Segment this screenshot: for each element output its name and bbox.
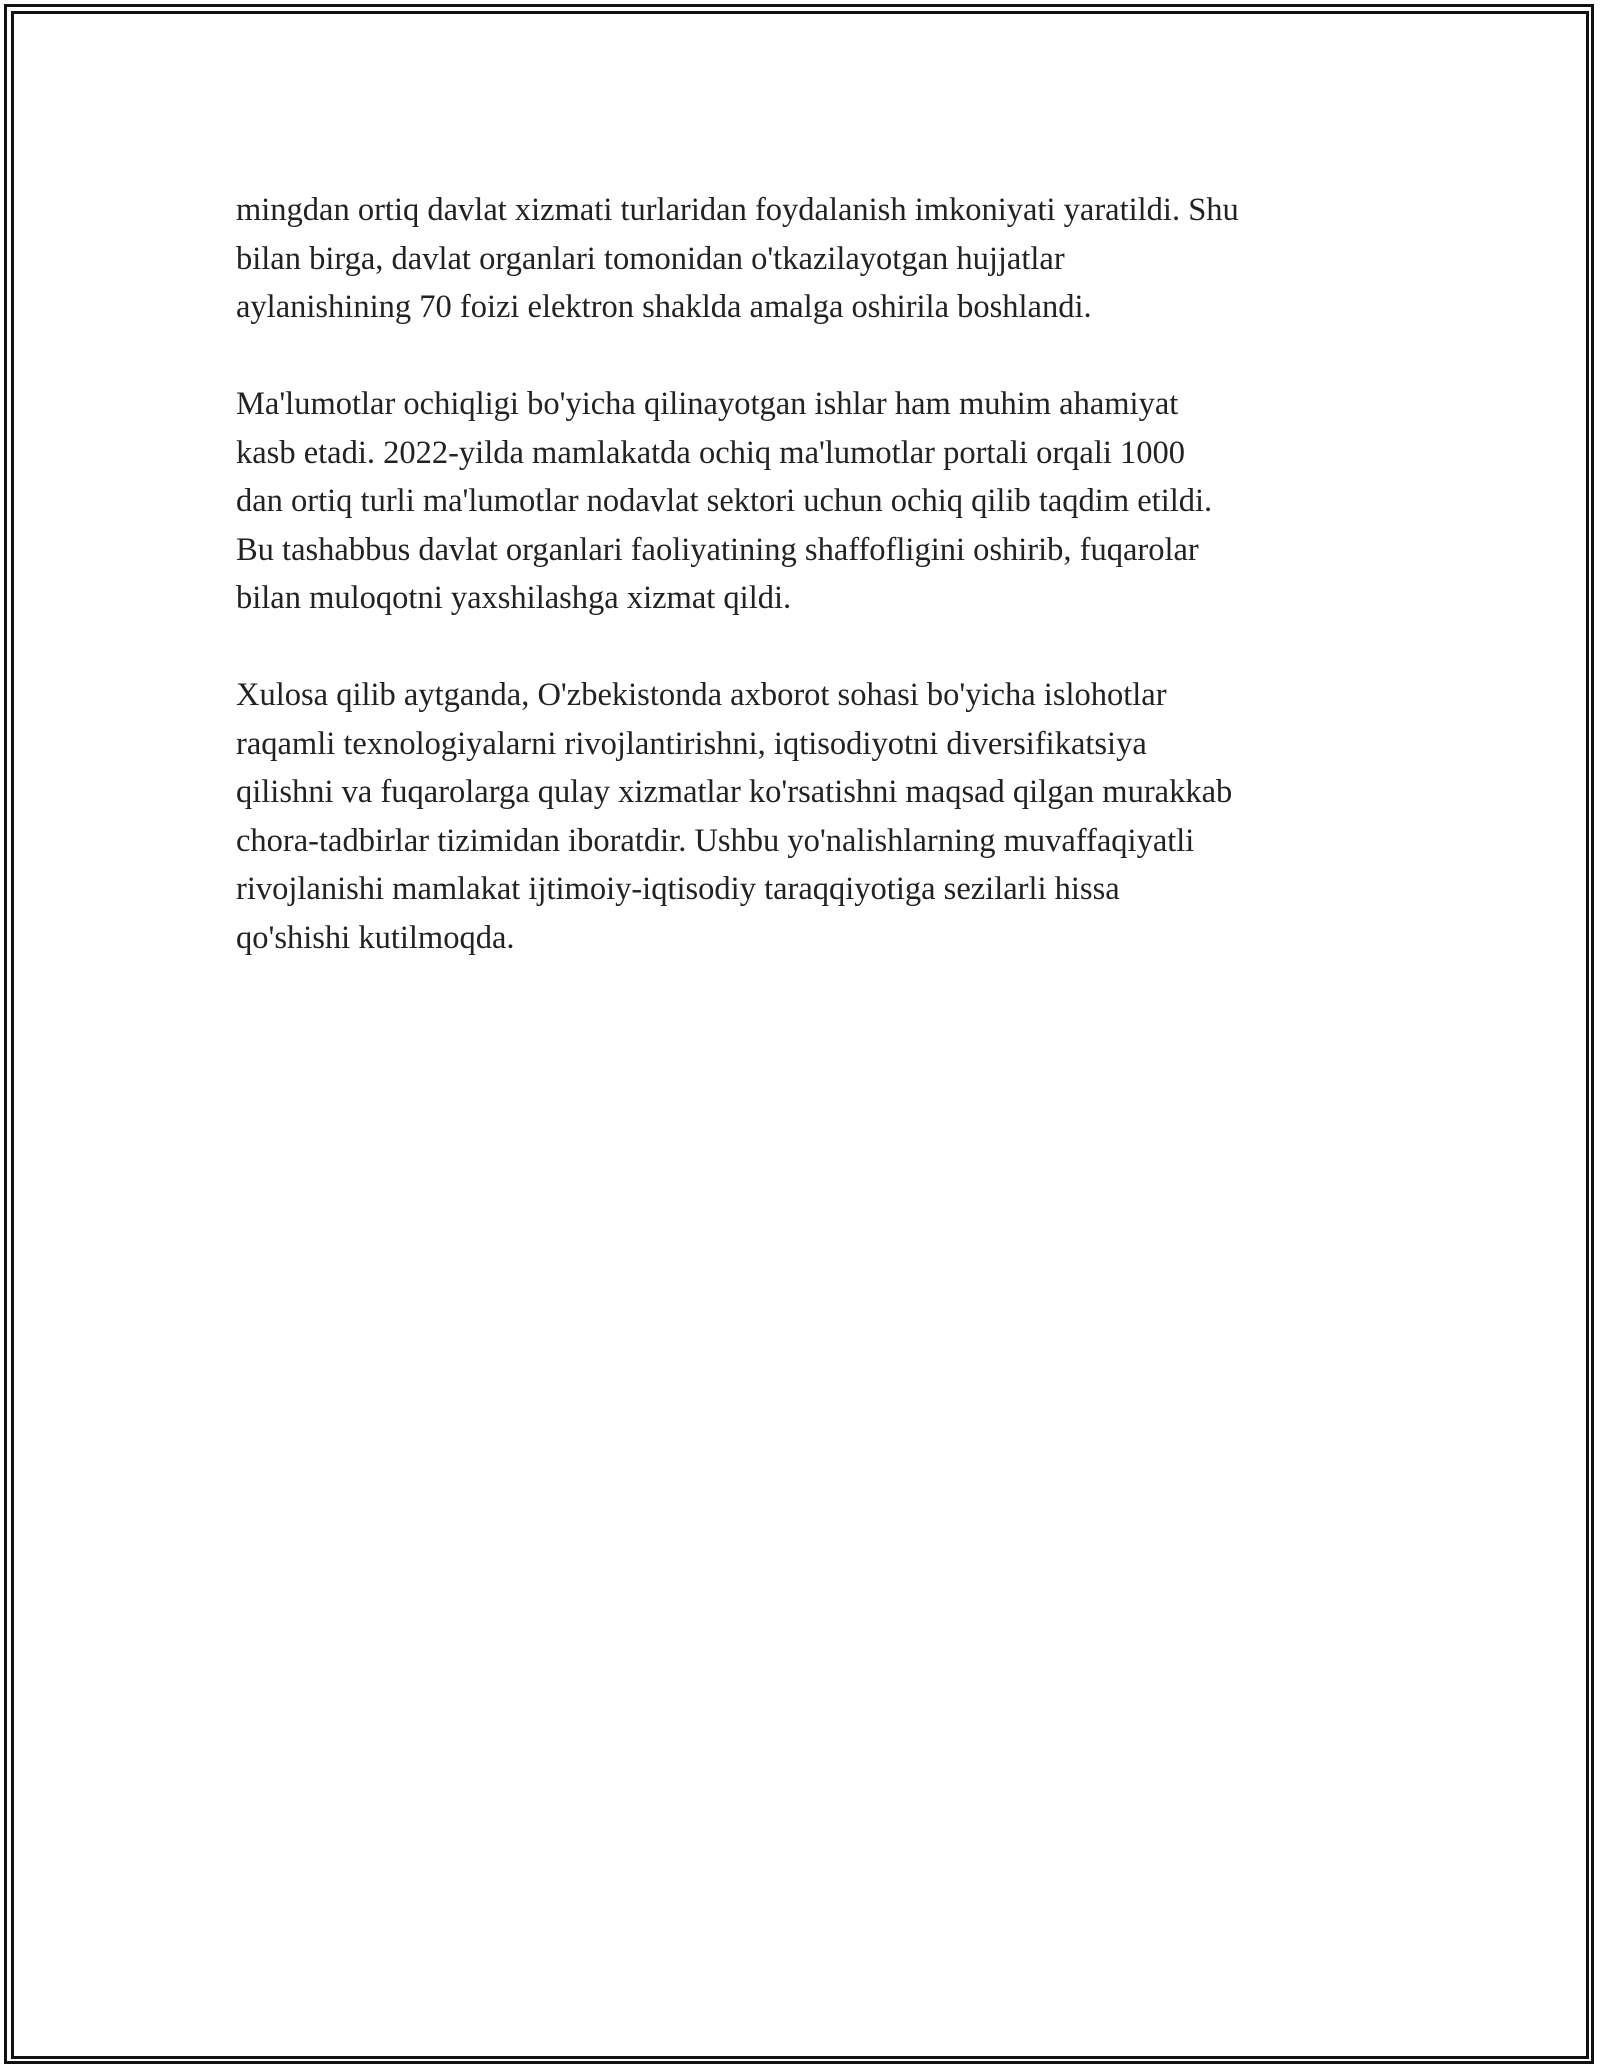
text-line: rivojlanishi mamlakat ijtimoiy-iqtisodiy taraqqiyotiga sezilarli hissa [236,871,1120,907]
document-body [236,186,1396,1011]
text-line: bilan muloqotni yaxshilashga xizmat qildi. [236,580,792,616]
paragraph-digital-services [236,186,1396,332]
text-line: Bu tashabbus davlat organlari faoliyatining shaffofligini oshirib, fuqarolar [236,531,1199,568]
text-line: Xulosa qilib aytganda, O'zbekistonda axborot sohasi bo'yicha islohotlar [236,677,1167,713]
text-line: aylanishining 70 foizi elektron shaklda amalga oshirila boshlandi. [236,289,1092,325]
text-line: qilishni va fuqarolarga qulay xizmatlar ko'rsatishni maqsad qilgan murakkab [236,774,1233,810]
text-line: Ma'lumotlar ochiqligi bo'yicha qilinayotgan ishlar ham muhim ahamiyat [236,386,1179,422]
text-line: chora-tadbirlar tizimidan iboratdir. Ushbu yo'nalishlarning muvaffaqiyatli [236,822,1195,859]
text-line: mingdan ortiq davlat xizmati turlaridan foydalanish imkoniyati yaratildi. Shu [236,192,1239,228]
paragraph-open-data [236,380,1396,623]
text-line: raqamli texnologiyalarni rivojlantirishni, iqtisodiyotni diversifikatsiya [236,725,1147,762]
paragraph-conclusion [236,671,1396,962]
text-line: kasb etadi. 2022-yilda mamlakatda ochiq ma'lumotlar portali orqali 1000 [236,434,1186,471]
text-line: bilan birga, davlat organlari tomonidan o'tkazilayotgan hujjatlar [236,240,1065,277]
text-line: qo'shishi kutilmoqda. [236,919,515,956]
text-line: dan ortiq turli ma'lumotlar nodavlat sektori uchun ochiq qilib taqdim etildi. [236,483,1213,519]
